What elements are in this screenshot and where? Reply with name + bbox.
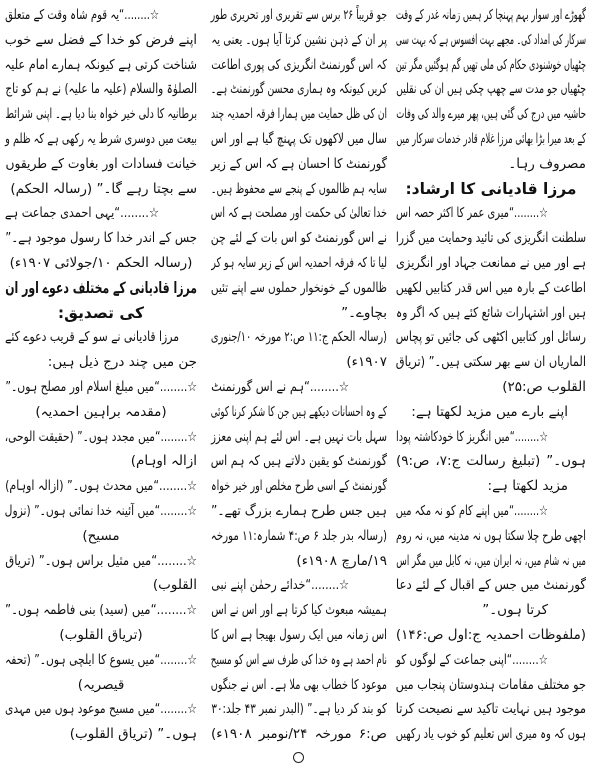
text-line: ہیں اور اشتہارات شائع کئے ہیں کہ اگر وہ bbox=[396, 304, 586, 321]
citation-line: القلوب ص:۲۵) bbox=[502, 378, 586, 395]
text-line: رسائل اور کتابیں اکٹھی کی جائیں تو پچاس bbox=[395, 329, 586, 346]
citation-line: (رسالہ بدر جلد ۶ ص:۴ شمارہ:۱۱ مورخہ bbox=[210, 527, 387, 544]
quote-line: ☆........“یہ قوم شاہ وقت کے متعلق bbox=[5, 7, 160, 23]
quote-line: ☆........“خدائے رحمٰن اپنے نبی bbox=[211, 577, 349, 594]
text-line: پر ان کے ذہن نشین کرتا آیا ہوں۔ یعنی یہ bbox=[211, 31, 387, 48]
text-line: اپنے بارے میں مزید لکھتا ہے: bbox=[411, 403, 568, 420]
quote-line: ☆........“میں مسیح موعود ہوں میں مہدی bbox=[5, 701, 198, 718]
quote-line: ☆........“ہم نے اس گورنمنٹ bbox=[211, 378, 349, 395]
quote-line: ☆........“میری عمر کا اکثر حصہ اس bbox=[396, 205, 548, 222]
text-line: جو مختلف مقامات ہندوستان پنجاب میں bbox=[395, 676, 586, 693]
text-line: سایہ ہم ظالموں کے پنجے سے محفوظ ہیں۔ bbox=[210, 180, 387, 197]
text-line: ہوں کہ وہ میری اس تعلیم کو خوب یاد رکھیں bbox=[395, 726, 586, 743]
citation-line: ۱۹/مارچ ۱۹۰۸ء) bbox=[296, 552, 387, 569]
quote-line: ☆........“میں مجدد ہوں۔” (حقیقت الوحی، bbox=[4, 428, 198, 445]
text-line: مرزا قادیانی نے سو کے قریب دعوے کئے bbox=[4, 329, 179, 346]
text-line: سال میں لاکھوں تک پہنچ گیا ہے اور اس bbox=[210, 130, 387, 147]
section-heading: مرزا قادیانی کا ارشاد: bbox=[405, 179, 577, 198]
text-line: خدا تعالیٰ کی حکمت اور مصلحت ہے کہ اس bbox=[210, 205, 387, 222]
text-line: الصلوٰۃ والسلام (علیہ ما علیہ) نے ہم کو تاج bbox=[5, 81, 197, 98]
quote-line: ☆........“میں محدث ہوں۔” (ازالہ اوہام) bbox=[5, 478, 198, 495]
text-line: لیا تا کہ فرقہ احمدیہ اس کے زیر سایہ ہو کر bbox=[211, 254, 387, 271]
text-line: گورنمنٹ کے اسی طرح مخلص اور خیر خواہ bbox=[210, 478, 387, 495]
text-line: بیعت میں دوسری شرط یہ رکھی ہے کہ ظلم و bbox=[5, 130, 197, 147]
text-line: گورنمنٹ کو یقین دلاتے ہیں کہ ہم اس bbox=[210, 453, 387, 470]
text-line: گورنمنٹ میں جس کے اقبال کے لئے دعا bbox=[395, 577, 586, 594]
text-line: برطانیہ کا دلی خیر خواہ بنا دیا ہے۔ اپنی شرائط bbox=[5, 106, 197, 123]
text-line: الماریاں ان سے بھر سکتی ہیں۔” (تریاق bbox=[395, 354, 586, 371]
quote-line: ☆........“میں اپنے کام کو نہ مکہ میں bbox=[395, 502, 548, 519]
citation-line: (رسالہ الحکم ج:۱۱ ص:۲ مورخہ ۱۰/جنوری bbox=[210, 329, 387, 346]
text-line: خیانت فسادات اور بغاوت کے طریقوں bbox=[5, 155, 197, 172]
text-line: چٹھیاں خوشنودی حکام کی ملی تھیں گم ہوگئیں مگر تین bbox=[395, 56, 586, 73]
text-line: ان کی ظل حمایت میں ہمارا فرقہ احمدیہ چند bbox=[210, 106, 387, 123]
text-line: شناخت کرتی ہے کیونکہ ہمارے امام علیہ bbox=[4, 56, 198, 73]
text-line: ہیں جس طرح ہمارے بزرگ تھے۔” bbox=[210, 502, 387, 519]
citation-line: قیصریہ) bbox=[77, 676, 125, 693]
text-line: سہل بات نہیں ہے۔ اس لئے ہم اپنی معزز bbox=[211, 428, 387, 445]
text-line: اپنے فرض کو خدا کے فضل سے خوب bbox=[4, 31, 198, 48]
text-line: نام احمد ہے وہ خدا کی طرف سے اس کو مسیح bbox=[210, 651, 387, 668]
text-line: ظالموں کے خونخوار حملوں سے اپنے تئیں bbox=[210, 279, 387, 296]
text-line: کہ اس گورنمنٹ انگریزی کی پوری اطاعت bbox=[211, 56, 387, 73]
text-column-middle bbox=[211, 3, 387, 747]
citation-line: (رسالہ الحکم ۱۰/جولائی ۱۹۰۷ء) bbox=[9, 254, 193, 271]
citation-line: ۱۹۰۷ء) bbox=[346, 354, 387, 371]
text-line: موجود ہیں نہایت تاکید سے نصیحت کرتا bbox=[395, 701, 586, 718]
text-line: گورنمنٹ کا احسان ہے کہ اس کے زیر bbox=[210, 155, 387, 172]
section-heading: کی تصدیق: bbox=[57, 303, 145, 322]
section-heading: مرزا قادیانی کے مختلف دعوے اور ان bbox=[5, 278, 198, 297]
text-line: حاشیہ میں درج کی گئی ہیں، پھر میرے والد کی وفات bbox=[396, 106, 586, 123]
citation-line: مسیح) bbox=[82, 527, 120, 544]
text-line: گھوڑے اور سوار بہم پہنچا کر ہمیں زمانہ غدر کے وقت bbox=[395, 7, 586, 23]
text-line: کو بند کر دیا ہے۔” (البدر نمبر ۴۳ جلد:۳۰ bbox=[211, 701, 387, 718]
text-line: سرکار کی امداد کی۔ مجھے بہت افسوس ہے کہ بہت سی bbox=[395, 31, 586, 48]
quote-line: ☆........“یہی احمدی جماعت ہے bbox=[4, 205, 160, 222]
text-line: میں نہ شام میں، نہ ایران میں، نہ کابل میں مگر اس bbox=[396, 552, 586, 569]
text-line: نے اس گورنمنٹ کو اس بات کے لئے چن bbox=[210, 230, 387, 247]
text-line: سے بچتا رہے گا۔” (رسالہ الحکم) bbox=[10, 180, 197, 197]
text-line: کریں کیونکہ وہ ہماری محسن گورنمنٹ ہے۔ bbox=[210, 81, 387, 98]
text-line: اطاعت کے بارہ میں اس قدر کتابیں لکھیں bbox=[395, 279, 586, 296]
text-line: جس کے اندر خدا کا رسول موجود ہے۔” bbox=[5, 230, 198, 247]
text-line: چٹھیاں جو مدت سے چھپ چکی ہیں ان کی نقلیں bbox=[396, 81, 586, 98]
text-line: جن میں چند درج ذیل ہیں: bbox=[47, 354, 197, 371]
citation-line: (تریاق القلوب) bbox=[59, 626, 143, 643]
text-line: اس زمانہ میں ایک رسول بھیجا ہے اس کا bbox=[210, 626, 387, 643]
text-column-right bbox=[396, 3, 586, 747]
quote-line: ☆........“میں انگریز کا خودکاشتہ پودا bbox=[396, 428, 548, 445]
text-line: اچھی طرح چلا سکتا ہوں نہ مدینہ میں، نہ روم bbox=[396, 527, 586, 544]
text-column-left bbox=[5, 3, 197, 747]
citation-line: ہوں۔” (تریاق القلوب) bbox=[69, 726, 197, 743]
quote-line: ☆........“میں مثیل براس ہوں۔” (تریاق bbox=[5, 552, 198, 569]
text-line: ہوں۔” (تبلیغ رسالت ج:۷، ص:۹) bbox=[396, 453, 586, 470]
quote-line: ☆........“میں یسوع کا ایلچی ہوں۔” (تحفہ bbox=[5, 651, 197, 668]
citation-line: ازالہ اوہام) bbox=[130, 453, 197, 470]
text-line: مزید لکھتا ہے: bbox=[487, 478, 568, 495]
text-line: ہمیشہ مبعوث کیا کرتا ہے اور اس نے اس bbox=[211, 602, 387, 619]
quote-line: ☆........“اپنی جماعت کے لوگوں کو bbox=[395, 651, 548, 668]
quote-line: ☆........“میں (سید) بنی فاطمہ ہوں۔” bbox=[4, 602, 197, 619]
quote-line: ☆........“میں آئینہ خدا نمائی ہوں۔” (نزول bbox=[4, 502, 197, 519]
page-circle-mark bbox=[293, 752, 304, 763]
text-line: جو قریباً ۲۶ برس سے تقریری اور تحریری طور bbox=[210, 7, 387, 23]
citation-line: ص:۶ مورخہ ۲۴/نومبر ۱۹۰۸ء) bbox=[211, 726, 387, 743]
citation-line: (مقدمہ براہین احمدیہ) bbox=[35, 403, 167, 420]
text-line: مصروف رہا۔ bbox=[508, 155, 586, 172]
text-line: کرتا ہوں۔” bbox=[482, 602, 548, 619]
text-line: کے وہ احسانات دیکھے ہیں جن کا شکر کرنا کوئی bbox=[210, 403, 387, 420]
quote-line: ☆........“میں مبلغ اسلام اور مصلح ہوں۔” bbox=[5, 378, 197, 395]
citation-line: القلوب) bbox=[152, 577, 197, 594]
text-line: سلطنت انگریزی کی تائید وحمایت میں گزرا bbox=[395, 230, 586, 247]
text-line: موعود کا خطاب بھی ملا ہے۔ اس نے جنگوں bbox=[210, 676, 387, 693]
text-line: کے بعد میرا بڑا بھائی مرزا غلام قادر خدمات سرکار میں bbox=[396, 130, 586, 147]
text-line: بچاوے۔” bbox=[341, 304, 387, 321]
text-line: ہے اور میں نے ممانعت جہاد اور انگریزی bbox=[396, 254, 586, 271]
citation-line: (ملفوظات احمدیہ ج:اول ص:۱۴۶) bbox=[395, 626, 586, 643]
